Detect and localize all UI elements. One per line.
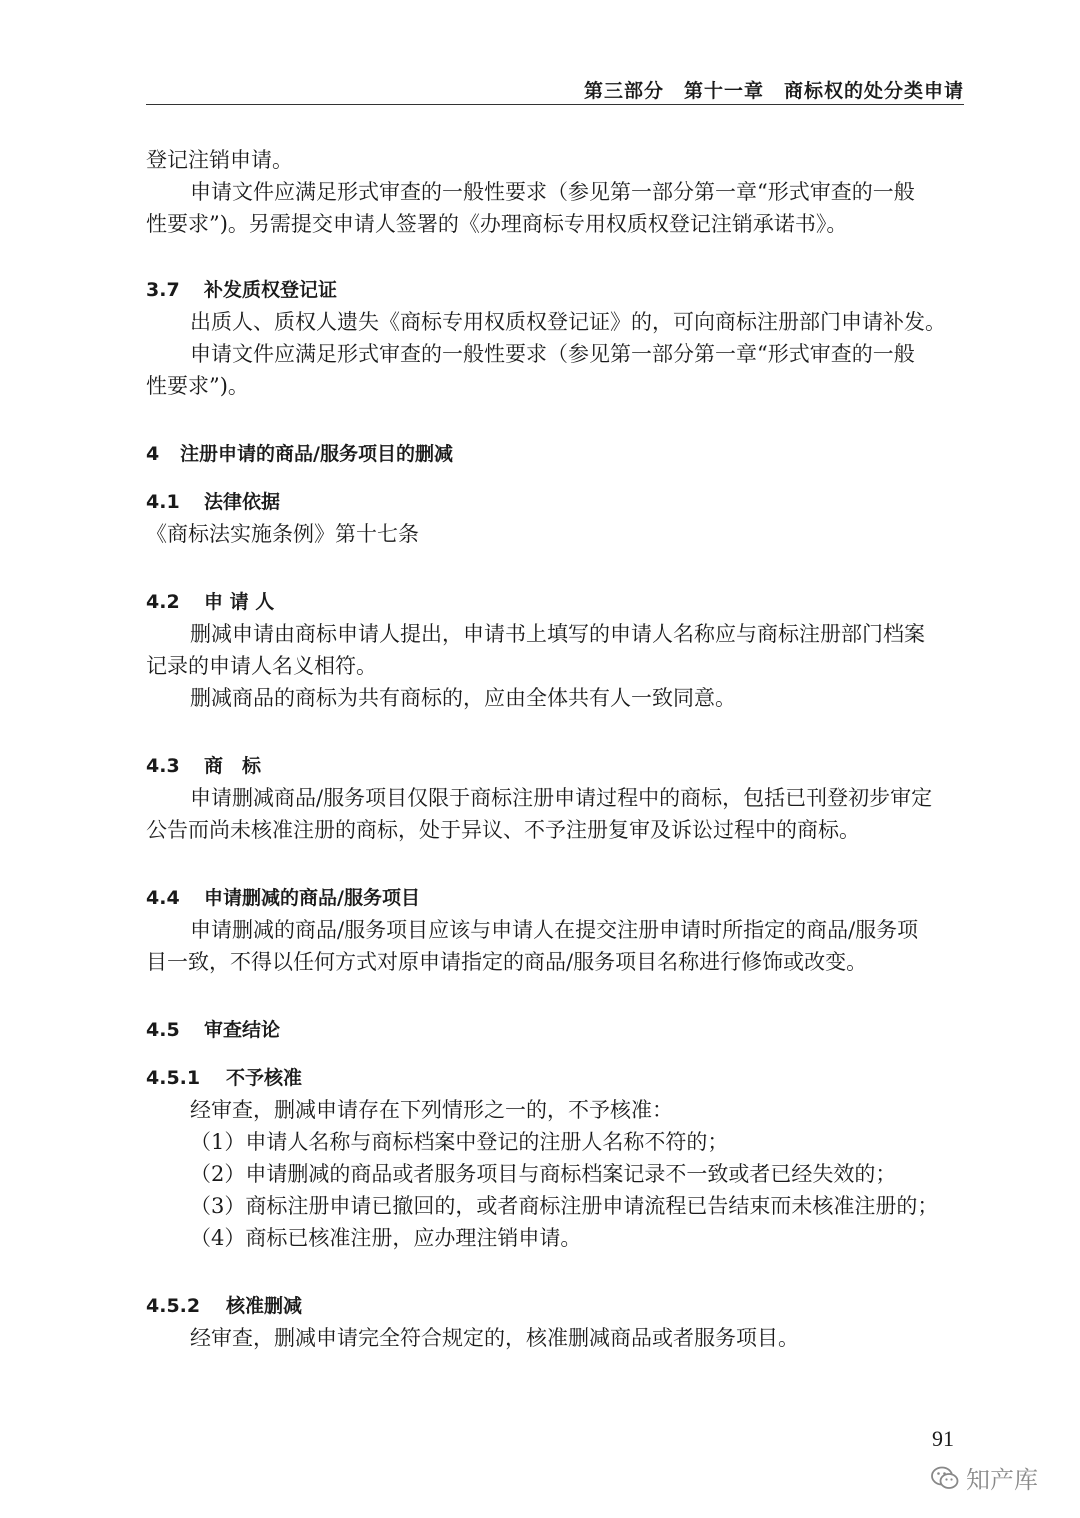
paragraph-line: 经审查，删减申请存在下列情形之一的，不予核准： xyxy=(190,1098,673,1122)
paragraph-line: 申请删减商品/服务项目仅限于商标注册申请过程中的商标，包括已刊登初步审定 xyxy=(190,786,933,810)
section-heading xyxy=(146,750,964,782)
paragraph-line: 申请文件应满足形式审查的一般性要求（参见第一部分第一章“形式审查的一般 xyxy=(190,342,915,366)
continuation-line: 性要求”)。 xyxy=(146,374,249,398)
paragraph-line: （2）申请删减的商品或者服务项目与商标档案记录不一致或者已经失效的； xyxy=(190,1162,897,1186)
section-number: 4.1 xyxy=(146,491,180,513)
continuation-line: 性要求”)。另需提交申请人签署的《办理商标专用权质权登记注销承诺书》。 xyxy=(146,212,848,236)
section-title: 补发质权登记证 xyxy=(204,279,338,301)
paragraph-line: 删减商品的商标为共有商标的，应由全体共有人一致同意。 xyxy=(190,686,736,710)
section-number: 4.4 xyxy=(146,887,180,909)
section-title: 注册申请的商品/服务项目的删减 xyxy=(180,443,453,465)
section-heading xyxy=(146,882,964,914)
continuation-line: 公告而尚未核准注册的商标，处于异议、不予注册复审及诉讼过程中的商标。 xyxy=(146,818,860,842)
watermark xyxy=(930,1460,1038,1495)
section-heading xyxy=(146,1062,964,1094)
section-number: 4.5 xyxy=(146,1019,180,1041)
section-heading xyxy=(146,1290,964,1322)
section-heading xyxy=(146,438,964,470)
page-number: 91 xyxy=(932,1426,954,1451)
continuation-line: 记录的申请人名义相符。 xyxy=(146,654,377,678)
section-title: 不予核准 xyxy=(226,1067,303,1089)
section-heading xyxy=(146,486,964,518)
continuation-line: 登记注销申请。 xyxy=(146,148,293,172)
section-number: 4.3 xyxy=(146,755,180,777)
section-title: 申请删减的商品/服务项目 xyxy=(204,887,420,909)
section-title: 核准删减 xyxy=(226,1295,303,1317)
running-head: 第三部分 第十一章 商标权的处分类申请 xyxy=(583,80,964,102)
paragraph-line: 删减申请由商标申请人提出，申请书上填写的申请人名称应与商标注册部门档案 xyxy=(190,622,925,646)
paragraph-line: （1）申请人名称与商标档案中登记的注册人名称不符的； xyxy=(190,1130,729,1154)
watermark-text: 知产库 xyxy=(966,1466,1038,1494)
section-title: 法律依据 xyxy=(204,491,281,513)
section-number: 4.5.1 xyxy=(146,1067,201,1089)
section-number: 4 xyxy=(146,443,160,465)
paragraph-line: （3）商标注册申请已撤回的，或者商标注册申请流程已告结束而未核准注册的； xyxy=(190,1194,939,1218)
paragraph-line: 申请文件应满足形式审查的一般性要求（参见第一部分第一章“形式审查的一般 xyxy=(190,180,915,204)
section-title: 审查结论 xyxy=(204,1019,281,1041)
paragraph-line: （4）商标已核准注册，应办理注销申请。 xyxy=(190,1226,582,1250)
section-number: 3.7 xyxy=(146,279,180,301)
paragraph-line: 出质人、质权人遗失《商标专用权质权登记证》的，可向商标注册部门申请补发。 xyxy=(190,310,946,334)
section-heading xyxy=(146,586,964,618)
section-heading xyxy=(146,274,964,306)
paragraph-line: 申请删减的商品/服务项目应该与申请人在提交注册申请时所指定的商品/服务项 xyxy=(190,918,919,942)
continuation-line: 目一致，不得以任何方式对原申请指定的商品/服务项目名称进行修饰或改变。 xyxy=(146,950,868,974)
section-heading xyxy=(146,1014,964,1046)
section-title: 申 请 人 xyxy=(204,591,275,613)
continuation-line: 《商标法实施条例》第十七条 xyxy=(146,522,419,546)
paragraph-line: 经审查，删减申请完全符合规定的，核准删减商品或者服务项目。 xyxy=(190,1326,799,1350)
page-body xyxy=(146,144,964,1354)
header-rule xyxy=(146,104,964,105)
section-title: 商 标 xyxy=(204,755,262,777)
section-number: 4.2 xyxy=(146,591,180,613)
section-number: 4.5.2 xyxy=(146,1295,201,1317)
wechat-icon xyxy=(930,1465,960,1491)
